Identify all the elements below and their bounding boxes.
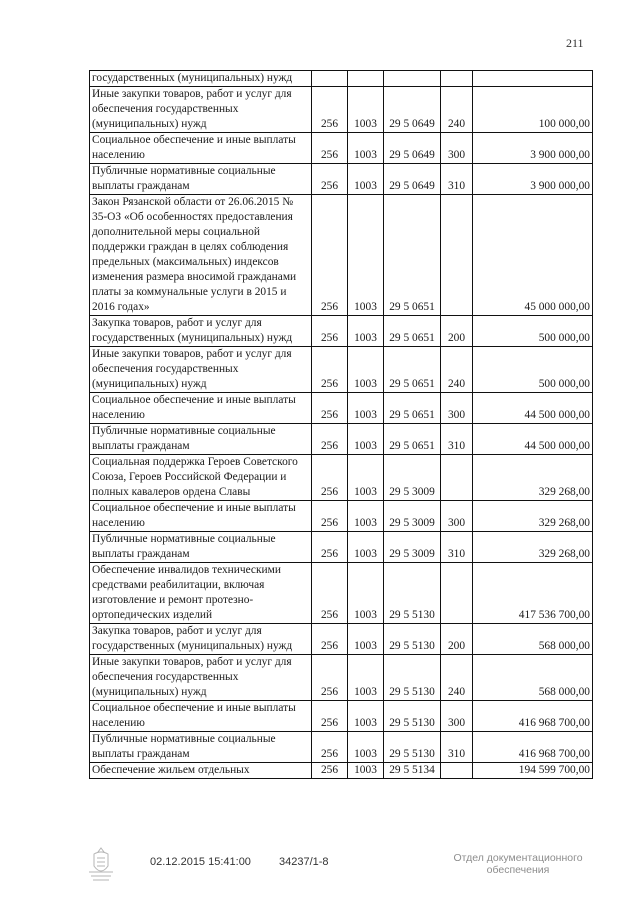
table-row — [90, 164, 593, 195]
budget-table-body — [90, 71, 593, 779]
target-article-cell: 29 5 0651 — [384, 195, 441, 316]
target-article-cell: 29 5 0649 — [384, 87, 441, 133]
section-code-cell — [348, 71, 384, 87]
ministry-code-cell: 256 — [312, 763, 348, 779]
row-name-cell: Закупка товаров, работ и услуг для государственных (муниципальных) нужд — [90, 624, 312, 655]
target-article-cell: 29 5 5130 — [384, 655, 441, 701]
section-code-cell: 1003 — [348, 133, 384, 164]
amount-cell: 100 000,00 — [473, 87, 593, 133]
ministry-code-cell: 256 — [312, 501, 348, 532]
table-row — [90, 316, 593, 347]
section-code-cell: 1003 — [348, 701, 384, 732]
amount-cell: 416 968 700,00 — [473, 732, 593, 763]
row-name-cell: Социальное обеспечение и иные выплаты населению — [90, 393, 312, 424]
target-article-cell: 29 5 0651 — [384, 347, 441, 393]
ministry-code-cell: 256 — [312, 532, 348, 563]
ministry-code-cell: 256 — [312, 732, 348, 763]
row-name-cell: Социальное обеспечение и иные выплаты населению — [90, 133, 312, 164]
amount-cell: 329 268,00 — [473, 501, 593, 532]
section-code-cell: 1003 — [348, 732, 384, 763]
expense-type-cell: 310 — [441, 164, 473, 195]
ministry-code-cell: 256 — [312, 316, 348, 347]
table-row — [90, 424, 593, 455]
amount-cell — [473, 71, 593, 87]
stamp-line-2: обеспечения — [486, 864, 550, 876]
amount-cell: 44 500 000,00 — [473, 393, 593, 424]
table-row — [90, 655, 593, 701]
table-row — [90, 133, 593, 164]
ministry-code-cell: 256 — [312, 701, 348, 732]
department-stamp — [448, 852, 588, 876]
ministry-code-cell: 256 — [312, 624, 348, 655]
section-code-cell: 1003 — [348, 532, 384, 563]
amount-cell: 500 000,00 — [473, 347, 593, 393]
target-article-cell: 29 5 5134 — [384, 763, 441, 779]
target-article-cell: 29 5 5130 — [384, 624, 441, 655]
section-code-cell: 1003 — [348, 87, 384, 133]
expense-type-cell — [441, 563, 473, 624]
target-article-cell: 29 5 0651 — [384, 393, 441, 424]
amount-cell: 500 000,00 — [473, 316, 593, 347]
table-row — [90, 347, 593, 393]
target-article-cell: 29 5 0649 — [384, 133, 441, 164]
table-row — [90, 195, 593, 316]
amount-cell: 417 536 700,00 — [473, 563, 593, 624]
row-name-cell: Публичные нормативные социальные выплаты гражданам — [90, 424, 312, 455]
section-code-cell: 1003 — [348, 164, 384, 195]
table-row — [90, 701, 593, 732]
table-row — [90, 532, 593, 563]
budget-table — [89, 70, 593, 779]
table-row — [90, 563, 593, 624]
expense-type-cell: 300 — [441, 133, 473, 164]
amount-cell: 194 599 700,00 — [473, 763, 593, 779]
row-name-cell: Закон Рязанской области от 26.06.2015 № 35-ОЗ «Об особенностях предоставления дополнительной меры социальной поддержки граждан в целях соблюдения предельных (максимальных) индексов изменения размера вносимой гражданами платы за коммунальные услуги в 2015 и 2016 годах» — [90, 195, 312, 316]
expense-type-cell: 240 — [441, 87, 473, 133]
table-row — [90, 624, 593, 655]
expense-type-cell — [441, 455, 473, 501]
expense-type-cell: 200 — [441, 316, 473, 347]
target-article-cell: 29 5 0651 — [384, 424, 441, 455]
expense-type-cell: 300 — [441, 393, 473, 424]
section-code-cell: 1003 — [348, 424, 384, 455]
target-article-cell: 29 5 5130 — [384, 732, 441, 763]
amount-cell: 416 968 700,00 — [473, 701, 593, 732]
stamp-line-1: Отдел документационного — [453, 852, 583, 864]
row-name-cell: Иные закупки товаров, работ и услуг для обеспечения государственных (муниципальных) нужд — [90, 655, 312, 701]
table-row — [90, 71, 593, 87]
expense-type-cell: 300 — [441, 501, 473, 532]
section-code-cell: 1003 — [348, 455, 384, 501]
coat-of-arms-emblem — [86, 846, 116, 882]
amount-cell: 329 268,00 — [473, 532, 593, 563]
section-code-cell: 1003 — [348, 195, 384, 316]
table-row — [90, 732, 593, 763]
expense-type-cell: 310 — [441, 732, 473, 763]
ministry-code-cell: 256 — [312, 133, 348, 164]
section-code-cell: 1003 — [348, 624, 384, 655]
expense-type-cell — [441, 763, 473, 779]
target-article-cell — [384, 71, 441, 87]
row-name-cell: Публичные нормативные социальные выплаты гражданам — [90, 732, 312, 763]
table-row — [90, 87, 593, 133]
row-name-cell: Обеспечение жильем отдельных — [90, 763, 312, 779]
page-number: 211 — [566, 36, 584, 50]
ministry-code-cell — [312, 71, 348, 87]
row-name-cell: Иные закупки товаров, работ и услуг для обеспечения государственных (муниципальных) нужд — [90, 347, 312, 393]
row-name-cell: Закупка товаров, работ и услуг для государственных (муниципальных) нужд — [90, 316, 312, 347]
expense-type-cell: 310 — [441, 532, 473, 563]
target-article-cell: 29 5 3009 — [384, 501, 441, 532]
target-article-cell: 29 5 0649 — [384, 164, 441, 195]
ministry-code-cell: 256 — [312, 164, 348, 195]
table-row — [90, 393, 593, 424]
table-row — [90, 455, 593, 501]
row-name-cell: Социальная поддержка Героев Советского Союза, Героев Российской Федерации и полных кавалеров ордена Славы — [90, 455, 312, 501]
amount-cell: 45 000 000,00 — [473, 195, 593, 316]
target-article-cell: 29 5 3009 — [384, 455, 441, 501]
ministry-code-cell: 256 — [312, 655, 348, 701]
target-article-cell: 29 5 3009 — [384, 532, 441, 563]
ministry-code-cell: 256 — [312, 87, 348, 133]
target-article-cell: 29 5 5130 — [384, 563, 441, 624]
ministry-code-cell: 256 — [312, 195, 348, 316]
footer-doc-number: 34237/1-8 — [279, 856, 329, 868]
ministry-code-cell: 256 — [312, 563, 348, 624]
ministry-code-cell: 256 — [312, 455, 348, 501]
row-name-cell: Обеспечение инвалидов техническими средствами реабилитации, включая изготовление и ремонт протезно-ортопедических изделий — [90, 563, 312, 624]
amount-cell: 568 000,00 — [473, 655, 593, 701]
ministry-code-cell: 256 — [312, 424, 348, 455]
amount-cell: 568 000,00 — [473, 624, 593, 655]
table-row — [90, 763, 593, 779]
expense-type-cell: 300 — [441, 701, 473, 732]
target-article-cell: 29 5 5130 — [384, 701, 441, 732]
expense-type-cell: 240 — [441, 655, 473, 701]
amount-cell: 44 500 000,00 — [473, 424, 593, 455]
amount-cell: 3 900 000,00 — [473, 164, 593, 195]
row-name-cell: Социальное обеспечение и иные выплаты населению — [90, 501, 312, 532]
section-code-cell: 1003 — [348, 347, 384, 393]
table-row — [90, 501, 593, 532]
expense-type-cell: 240 — [441, 347, 473, 393]
expense-type-cell — [441, 71, 473, 87]
section-code-cell: 1003 — [348, 563, 384, 624]
expense-type-cell: 200 — [441, 624, 473, 655]
expense-type-cell — [441, 195, 473, 316]
target-article-cell: 29 5 0651 — [384, 316, 441, 347]
section-code-cell: 1003 — [348, 655, 384, 701]
row-name-cell: государственных (муниципальных) нужд — [90, 71, 312, 87]
ministry-code-cell: 256 — [312, 393, 348, 424]
row-name-cell: Иные закупки товаров, работ и услуг для обеспечения государственных (муниципальных) нужд — [90, 87, 312, 133]
expense-type-cell: 310 — [441, 424, 473, 455]
row-name-cell: Публичные нормативные социальные выплаты гражданам — [90, 532, 312, 563]
amount-cell: 329 268,00 — [473, 455, 593, 501]
footer-datetime: 02.12.2015 15:41:00 — [150, 856, 251, 868]
row-name-cell: Социальное обеспечение и иные выплаты населению — [90, 701, 312, 732]
section-code-cell: 1003 — [348, 763, 384, 779]
amount-cell: 3 900 000,00 — [473, 133, 593, 164]
section-code-cell: 1003 — [348, 316, 384, 347]
row-name-cell: Публичные нормативные социальные выплаты гражданам — [90, 164, 312, 195]
section-code-cell: 1003 — [348, 393, 384, 424]
ministry-code-cell: 256 — [312, 347, 348, 393]
section-code-cell: 1003 — [348, 501, 384, 532]
